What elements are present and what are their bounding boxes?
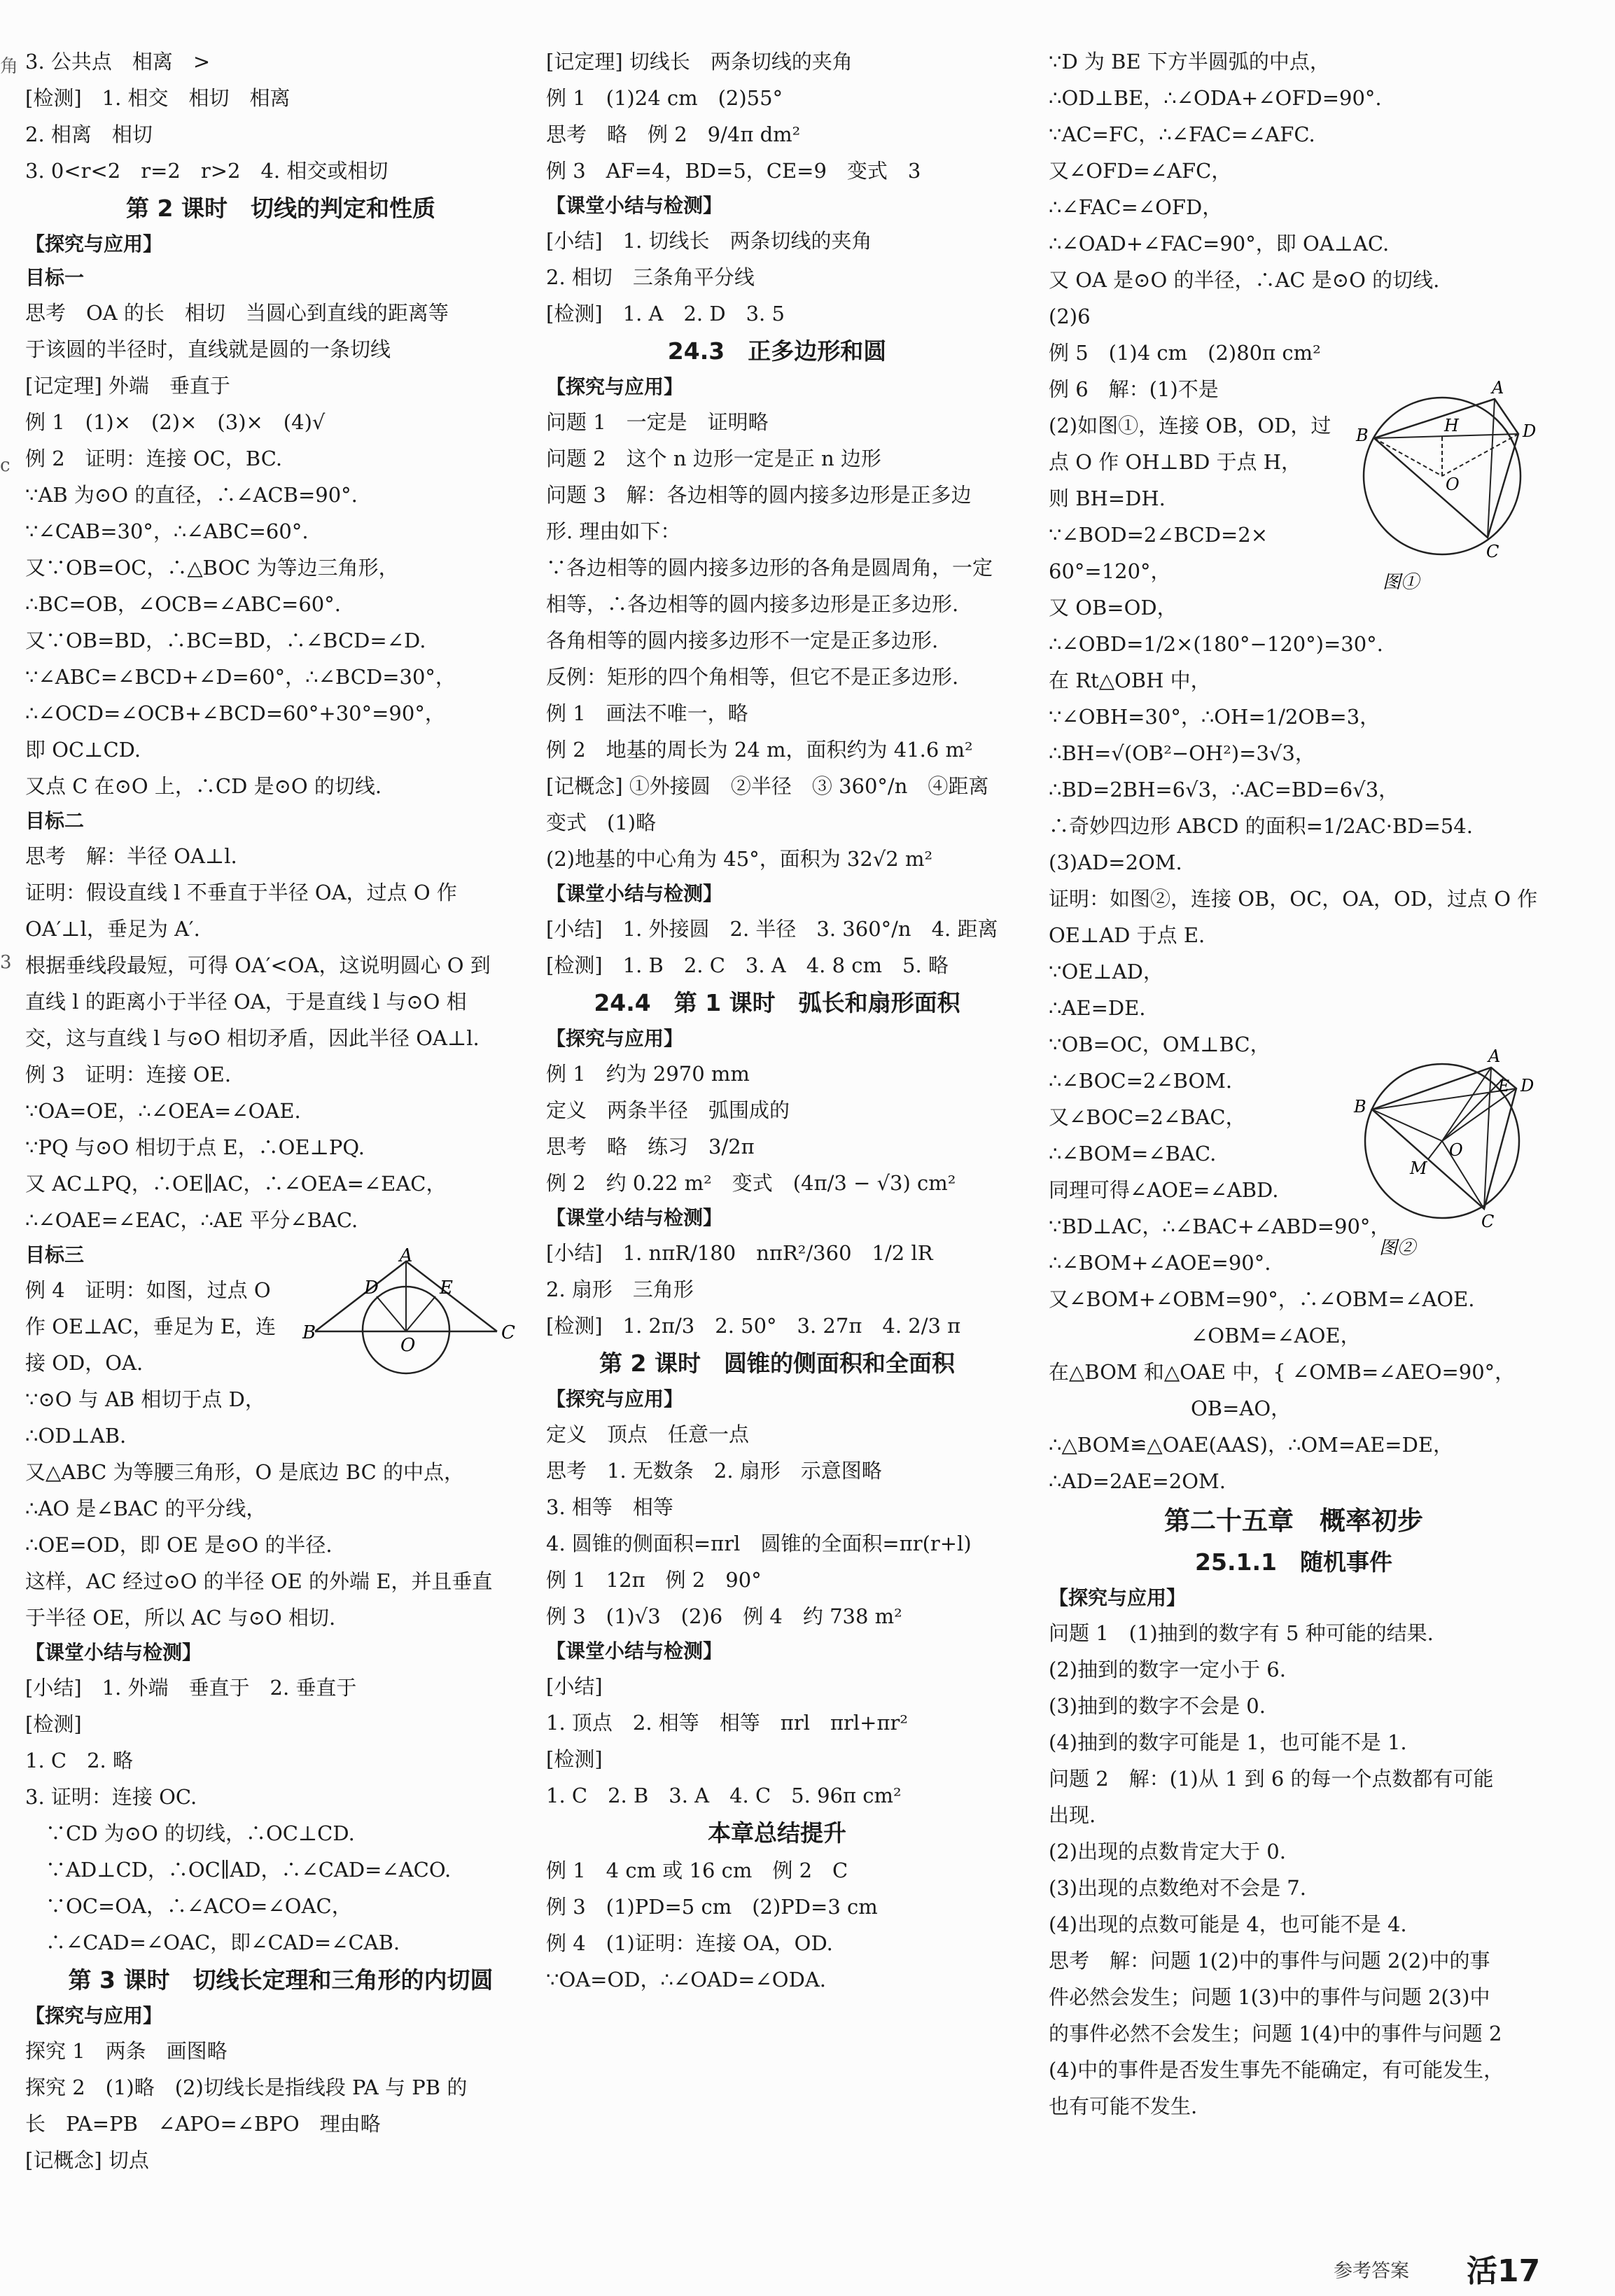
section-label: 【探究与应用】 bbox=[546, 1027, 684, 1050]
text-line: 问题 3 解：各边相等的圆内接多边形是正多边 bbox=[546, 483, 972, 507]
section-label: 【探究与应用】 bbox=[25, 2004, 163, 2027]
section-label: 【课堂小结与检测】 bbox=[546, 194, 723, 217]
text-line: 例 1 (1)24 cm (2)55° bbox=[546, 86, 783, 110]
text-line: [小结] 1. 外接圆 2. 半径 3. 360°/n 4. 距离 bbox=[546, 917, 998, 941]
text-line: ∴∠BOM+∠AOE=90°. bbox=[1049, 1251, 1271, 1275]
text-line: 的事件必然不会发生；问题 1(4)中的事件与问题 2 bbox=[1049, 2022, 1502, 2045]
text-line: [小结] 1. 切线长 两条切线的夹角 bbox=[546, 229, 872, 253]
fig-label: A bbox=[1492, 378, 1504, 398]
fig-label: B bbox=[1356, 426, 1369, 445]
text-line: 变式 (1)略 bbox=[546, 811, 657, 834]
text-line: (4)中的事件是否发生事先不能确定，有可能发生， bbox=[1049, 2058, 1504, 2082]
text-line: [检测] bbox=[25, 1712, 82, 1736]
text-line: 又△ABC 为等腰三角形，O 是底边 BC 的中点， bbox=[25, 1460, 464, 1484]
section-label: 【探究与应用】 bbox=[546, 375, 684, 398]
text-line: 也有可能不发生. bbox=[1049, 2094, 1198, 2118]
text-line: [记概念] ①外接圆 ②半径 ③ 360°/n ④距离 bbox=[546, 774, 989, 798]
text-line: 3. 证明：连接 OC. bbox=[25, 1785, 197, 1809]
text-line: ∴AE=DE. bbox=[1049, 996, 1146, 1020]
fig-label: O bbox=[1446, 475, 1460, 494]
text-line: 例 4 证明：如图，过点 O bbox=[25, 1278, 271, 1302]
text-line: ∴∠OAD+∠FAC=90°，即 OA⊥AC. bbox=[1049, 232, 1390, 255]
text-line: ∵D 为 BE 下方半圆弧的中点， bbox=[1049, 50, 1330, 74]
text-line: (4)出现的点数可能是 4，也可能不是 4. bbox=[1049, 1912, 1407, 1936]
section-heading: 第 2 课时 切线的判定和性质 bbox=[126, 195, 435, 222]
fig-caption: 图② bbox=[1379, 1238, 1416, 1259]
text-line: 于该圆的半径时，直线就是圆的一条切线 bbox=[25, 337, 391, 361]
text-line: 直线 l 的距离小于半径 OA，于是直线 l 与⊙O 相 bbox=[25, 990, 467, 1014]
text-line: ∵∠CAB=30°，∴∠ABC=60°. bbox=[25, 519, 309, 543]
fig-label: C bbox=[501, 1322, 515, 1343]
text-line: 1. C 2. 略 bbox=[25, 1749, 133, 1772]
text-line: 例 2 证明：连接 OC，BC. bbox=[25, 447, 283, 470]
text-line: ∴OE=OD，即 OE 是⊙O 的半径. bbox=[25, 1533, 333, 1557]
text-line: 思考 略 例 2 9/4π dm² bbox=[546, 122, 801, 146]
text-line: 问题 1 (1)抽到的数字有 5 种可能的结果. bbox=[1049, 1621, 1434, 1645]
text-line: (2)抽到的数字一定小于 6. bbox=[1049, 1658, 1286, 1681]
fig-label: D bbox=[1523, 421, 1537, 441]
text-line: 3. 0<r<2 r=2 r>2 4. 相交或相切 bbox=[25, 159, 389, 183]
text-line: ∵AB 为⊙O 的直径，∴∠ACB=90°. bbox=[25, 483, 358, 507]
text-line: 出现. bbox=[1049, 1803, 1096, 1827]
text-line: 长 PA=PB ∠APO=∠BPO 理由略 bbox=[25, 2112, 381, 2136]
fig-label: A bbox=[1488, 1046, 1501, 1066]
text-line: 2. 相切 三条角平分线 bbox=[546, 265, 755, 289]
text-line: 又 OB=OD， bbox=[1049, 596, 1177, 620]
text-line: OB=AO， bbox=[1049, 1396, 1292, 1420]
text-line: 4. 圆锥的侧面积=πrl 圆锥的全面积=πr(r+l) bbox=[546, 1532, 972, 1555]
text-line: 相等，∴各边相等的圆内接多边形是正多边形. bbox=[546, 592, 959, 616]
text-line: 即 OC⊥CD. bbox=[25, 738, 141, 762]
text-line: (3)出现的点数绝对不会是 7. bbox=[1049, 1876, 1306, 1900]
text-line: [记定理] 切线长 两条切线的夹角 bbox=[546, 50, 853, 74]
section-label: 目标二 bbox=[25, 809, 85, 832]
section-label: 【课堂小结与检测】 bbox=[546, 1639, 723, 1662]
text-line: ∵OA=OD，∴∠OAD=∠ODA. bbox=[546, 1968, 826, 1991]
section-label: 【课堂小结与检测】 bbox=[546, 882, 723, 905]
text-line: ∴∠BOM=∠BAC. bbox=[1049, 1142, 1217, 1166]
text-line: 交，这与直线 l 与⊙O 相切矛盾，因此半径 OA⊥l. bbox=[25, 1026, 480, 1050]
column-middle bbox=[546, 43, 1008, 1998]
text-line: 例 1 (1)× (2)× (3)× (4)√ bbox=[25, 410, 326, 434]
fig-label: D bbox=[364, 1278, 379, 1298]
text-line: ∵OB=OC，OM⊥BC， bbox=[1049, 1032, 1271, 1056]
text-line: ∵⊙O 与 AB 相切于点 D， bbox=[25, 1387, 265, 1411]
section-label: 【探究与应用】 bbox=[1049, 1586, 1187, 1609]
text-line: ∴OD⊥AB. bbox=[25, 1424, 127, 1448]
text-line: 1. 顶点 2. 相等 相等 πrl πrl+πr² bbox=[546, 1711, 909, 1735]
text-line: [检测] 1. 相交 相切 相离 bbox=[25, 86, 291, 110]
text-line: ∵BD⊥AC，∴∠BAC+∠ABD=90°， bbox=[1049, 1214, 1391, 1238]
text-line: [小结] 1. 外端 垂直于 2. 垂直于 bbox=[25, 1676, 357, 1700]
text-line: ∵∠OBH=30°，∴OH=1/2OB=3， bbox=[1049, 705, 1380, 729]
text-line: 3. 公共点 相离 > bbox=[25, 50, 211, 74]
text-line: 例 3 (1)PD=5 cm (2)PD=3 cm bbox=[546, 1895, 878, 1919]
text-line: 2. 相离 相切 bbox=[25, 122, 153, 146]
text-line: [小结] bbox=[546, 1674, 603, 1698]
text-line: 思考 解：半径 OA⊥l. bbox=[25, 844, 237, 868]
text-line: ∴∠OBD=1/2×(180°−120°)=30°. bbox=[1049, 632, 1383, 656]
column-left bbox=[25, 43, 536, 2178]
text-line: 反例：矩形的四个角相等，但它不是正多边形. bbox=[546, 665, 959, 689]
text-line: [记定理] 外端 垂直于 bbox=[25, 374, 230, 398]
section-label: 【课堂小结与检测】 bbox=[25, 1641, 202, 1664]
text-line: 例 2 约 0.22 m² 变式 (4π/3 − √3) cm² bbox=[546, 1171, 956, 1195]
text-line: 思考 1. 无数条 2. 扇形 示意图略 bbox=[546, 1459, 882, 1483]
text-line: ∵∠ABC=∠BCD+∠D=60°，∴∠BCD=30°， bbox=[25, 665, 456, 689]
text-line: 思考 OA 的长 相切 当圆心到直线的距离等 bbox=[25, 301, 449, 325]
text-line: 思考 解：问题 1(2)中的事件与问题 2(2)中的事 bbox=[1049, 1949, 1490, 1973]
text-line: ∵OA=OE，∴∠OEA=∠OAE. bbox=[25, 1099, 301, 1123]
text-line: 证明：如图②，连接 OB，OC，OA，OD，过点 O 作 bbox=[1049, 887, 1538, 911]
text-line: ∵∠BOD=2∠BCD=2× bbox=[1049, 523, 1268, 547]
text-line: 这样，AC 经过⊙O 的半径 OE 的外端 E，并且垂直 bbox=[25, 1569, 493, 1593]
text-line: 件必然会发生；问题 1(3)中的事件与问题 2(3)中 bbox=[1049, 1985, 1490, 2009]
fig-label: H bbox=[1444, 416, 1459, 435]
edge-mark: 3 bbox=[0, 952, 12, 973]
text-line: 在 Rt△OBH 中， bbox=[1049, 668, 1211, 692]
text-line: ∵PQ 与⊙O 相切于点 E，∴OE⊥PQ. bbox=[25, 1135, 365, 1159]
text-line: 又∠BOM+∠OBM=90°，∴∠OBM=∠AOE. bbox=[1049, 1287, 1475, 1311]
text-line: 同理可得∠AOE=∠ABD. bbox=[1049, 1178, 1279, 1202]
footer-label: 参考答案 bbox=[1334, 2260, 1409, 2282]
text-line: 又 OA 是⊙O 的半径，∴AC 是⊙O 的切线. bbox=[1049, 268, 1440, 292]
section-heading: 24.3 正多边形和圆 bbox=[667, 337, 887, 365]
fig-label: D bbox=[1520, 1076, 1534, 1096]
edge-mark: 角 bbox=[0, 56, 19, 77]
section-heading: 本章总结提升 bbox=[708, 1819, 846, 1847]
section-heading: 第二十五章 概率初步 bbox=[1164, 1506, 1423, 1536]
fig-label: O bbox=[400, 1335, 416, 1356]
text-line: ∴OD⊥BE，∴∠ODA+∠OFD=90°. bbox=[1049, 86, 1382, 110]
text-line: [检测] bbox=[546, 1747, 603, 1771]
text-line: OE⊥AD 于点 E. bbox=[1049, 923, 1205, 947]
text-line: 定义 顶点 任意一点 bbox=[546, 1422, 750, 1446]
fig-label: E bbox=[440, 1278, 453, 1298]
text-line: ∴AD=2AE=2OM. bbox=[1049, 1469, 1226, 1493]
text-line: 探究 1 两条 画图略 bbox=[25, 2039, 228, 2063]
text-line: ∴△BOM≌△OAE(AAS)，∴OM=AE=DE， bbox=[1049, 1433, 1453, 1457]
text-line: 各角相等的圆内接多边形不一定是正多边形. bbox=[546, 629, 939, 652]
text-line: 形. 理由如下： bbox=[546, 519, 681, 543]
text-line: 例 3 AF=4，BD=5，CE=9 变式 3 bbox=[546, 159, 921, 183]
text-line: 问题 2 这个 n 边形一定是正 n 边形 bbox=[546, 447, 881, 470]
text-line: ∴BD=2BH=6√3，∴AC=BD=6√3， bbox=[1049, 778, 1399, 802]
page-number: 活17 bbox=[1467, 2253, 1541, 2289]
section-label: 【课堂小结与检测】 bbox=[546, 1206, 723, 1229]
fig-caption: 图① bbox=[1383, 572, 1420, 593]
text-line: 则 BH=DH. bbox=[1049, 486, 1166, 510]
section-heading: 24.4 第 1 课时 弧长和扇形面积 bbox=[594, 989, 960, 1016]
section-label: 【探究与应用】 bbox=[25, 232, 163, 255]
text-line: 又 AC⊥PQ，∴OE∥AC，∴∠OEA=∠EAC， bbox=[25, 1172, 447, 1196]
text-line: ∴∠CAD=∠OAC，即∠CAD=∠CAB. bbox=[25, 1931, 400, 1954]
section-label: 目标三 bbox=[25, 1243, 85, 1266]
text-line: 60°=120°， bbox=[1049, 559, 1171, 583]
text-line: ∴∠BOC=2∠BOM. bbox=[1049, 1069, 1233, 1093]
figure-example4 bbox=[302, 1245, 518, 1393]
fig-label: C bbox=[1481, 1212, 1495, 1231]
text-line: ∴奇妙四边形 ABCD 的面积=1/2AC·BD=54. bbox=[1049, 814, 1473, 838]
text-line: 问题 2 解：(1)从 1 到 6 的每一个点数都有可能 bbox=[1049, 1767, 1494, 1791]
fig-label: O bbox=[1449, 1140, 1463, 1160]
text-line: 问题 1 一定是 证明略 bbox=[546, 410, 769, 434]
text-line: [检测] 1. A 2. D 3. 5 bbox=[546, 302, 785, 326]
text-line: ∴∠FAC=∠OFD， bbox=[1049, 195, 1223, 219]
text-line: OA′⊥l，垂足为 A′. bbox=[25, 917, 200, 941]
fig-label: E bbox=[1498, 1078, 1510, 1096]
text-line: (2)如图①，连接 OB，OD，过 bbox=[1049, 414, 1331, 438]
section-heading: 第 2 课时 圆锥的侧面积和全面积 bbox=[599, 1350, 955, 1377]
text-line: 3. 相等 相等 bbox=[546, 1495, 673, 1519]
edge-mark: c bbox=[0, 455, 11, 476]
text-line: ∵各边相等的圆内接多边形的各角是圆周角，一定 bbox=[546, 556, 993, 580]
text-line: 2. 扇形 三角形 bbox=[546, 1278, 694, 1301]
fig-label: A bbox=[399, 1245, 413, 1266]
text-line: ∴∠OAE=∠EAC，∴AE 平分∠BAC. bbox=[25, 1208, 358, 1232]
text-line: 例 6 解：(1)不是 bbox=[1049, 377, 1219, 401]
text-line: ∵AC=FC，∴∠FAC=∠AFC. bbox=[1049, 122, 1315, 146]
text-line: (2)地基的中心角为 45°，面积为 32√2 m² bbox=[546, 847, 933, 871]
text-line: 根据垂线段最短，可得 OA′<OA，这说明圆心 O 到 bbox=[25, 953, 491, 977]
text-line: ∴AO 是∠BAC 的平分线， bbox=[25, 1497, 267, 1520]
text-line: 又∵OB=OC，∴△BOC 为等边三角形， bbox=[25, 556, 399, 580]
section-label: 【探究与应用】 bbox=[546, 1387, 684, 1410]
text-line: [小结] 1. nπR/180 nπR²/360 1/2 lR bbox=[546, 1241, 933, 1265]
fig-label: C bbox=[1486, 542, 1499, 561]
text-line: 于半径 OE，所以 AC 与⊙O 相切. bbox=[25, 1606, 336, 1630]
text-line: ∴BC=OB，∠OCB=∠ABC=60°. bbox=[25, 592, 341, 616]
text-line: 例 5 (1)4 cm (2)80π cm² bbox=[1049, 341, 1321, 365]
text-line: 又∵OB=BD，∴BC=BD，∴∠BCD=∠D. bbox=[25, 629, 426, 652]
text-line: (3)抽到的数字不会是 0. bbox=[1049, 1694, 1266, 1718]
text-line: ∵OE⊥AD， bbox=[1049, 960, 1163, 983]
text-line: [检测] 1. B 2. C 3. A 4. 8 cm 5. 略 bbox=[546, 953, 949, 977]
fig-label: B bbox=[1354, 1097, 1366, 1116]
text-line: 思考 略 练习 3/2π bbox=[546, 1135, 755, 1158]
text-line: (3)AD=2OM. bbox=[1049, 850, 1182, 874]
text-line: ∴BH=√(OB²−OH²)=3√3， bbox=[1049, 741, 1315, 765]
text-line: 例 1 画法不唯一，略 bbox=[546, 701, 748, 725]
text-line: 又∠OFD=∠AFC， bbox=[1049, 159, 1232, 183]
text-line: [检测] 1. 2π/3 2. 50° 3. 27π 4. 2/3 π bbox=[546, 1314, 961, 1338]
text-line: 点 O 作 OH⊥BD 于点 H， bbox=[1049, 450, 1302, 474]
text-line: ∴∠OCD=∠OCB+∠BCD=60°+30°=90°， bbox=[25, 701, 445, 725]
text-line: 证明：假设直线 l 不垂直于半径 OA，过点 O 作 bbox=[25, 881, 457, 904]
text-line: ∵CD 为⊙O 的切线，∴OC⊥CD. bbox=[25, 1821, 355, 1845]
text-line: 例 1 4 cm 或 16 cm 例 2 C bbox=[546, 1858, 848, 1882]
text-line: 作 OE⊥AC，垂足为 E，连 bbox=[25, 1315, 276, 1338]
text-line: 例 4 (1)证明：连接 OA，OD. bbox=[546, 1931, 833, 1955]
text-line: ∠OBM=∠AOE， bbox=[1049, 1324, 1361, 1348]
text-line: 例 3 (1)√3 (2)6 例 4 约 738 m² bbox=[546, 1604, 902, 1628]
text-line: 例 3 证明：连接 OE. bbox=[25, 1063, 232, 1086]
text-line: 定义 两条半径 弧围成的 bbox=[546, 1098, 790, 1122]
fig-label: B bbox=[302, 1322, 316, 1343]
text-line: 例 1 12π 例 2 90° bbox=[546, 1568, 762, 1592]
section-heading: 25.1.1 随机事件 bbox=[1195, 1548, 1392, 1576]
text-line: 接 OD，OA. bbox=[25, 1351, 144, 1375]
fig-label: M bbox=[1410, 1158, 1427, 1178]
figure-1 bbox=[1355, 378, 1537, 595]
text-line: 又点 C 在⊙O 上，∴CD 是⊙O 的切线. bbox=[25, 774, 382, 798]
text-line: 例 1 约为 2970 mm bbox=[546, 1062, 750, 1086]
text-line: 探究 2 (1)略 (2)切线长是指线段 PA 与 PB 的 bbox=[25, 2076, 468, 2099]
text-line: [记概念] 切点 bbox=[25, 2148, 149, 2172]
text-line: 在△BOM 和△OAE 中，{ ∠OMB=∠AEO=90°， bbox=[1049, 1360, 1516, 1384]
text-line: 又∠BOC=2∠BAC， bbox=[1049, 1105, 1246, 1129]
text-line: (2)出现的点数肯定大于 0. bbox=[1049, 1840, 1286, 1863]
section-label: 目标一 bbox=[25, 266, 85, 289]
text-line: ∵OC=OA，∴∠ACO=∠OAC， bbox=[25, 1894, 352, 1918]
text-line: (2)6 bbox=[1049, 304, 1091, 328]
text-line: (4)抽到的数字可能是 1，也可能不是 1. bbox=[1049, 1730, 1407, 1754]
text-line: ∵AD⊥CD，∴OC∥AD，∴∠CAD=∠ACO. bbox=[25, 1858, 452, 1882]
text-line: 例 2 地基的周长为 24 m，面积约为 41.6 m² bbox=[546, 738, 973, 762]
text-line: 1. C 2. B 3. A 4. C 5. 96π cm² bbox=[546, 1784, 902, 1807]
figure-2 bbox=[1351, 1046, 1540, 1259]
section-heading: 第 3 课时 切线长定理和三角形的内切圆 bbox=[68, 1966, 494, 1994]
